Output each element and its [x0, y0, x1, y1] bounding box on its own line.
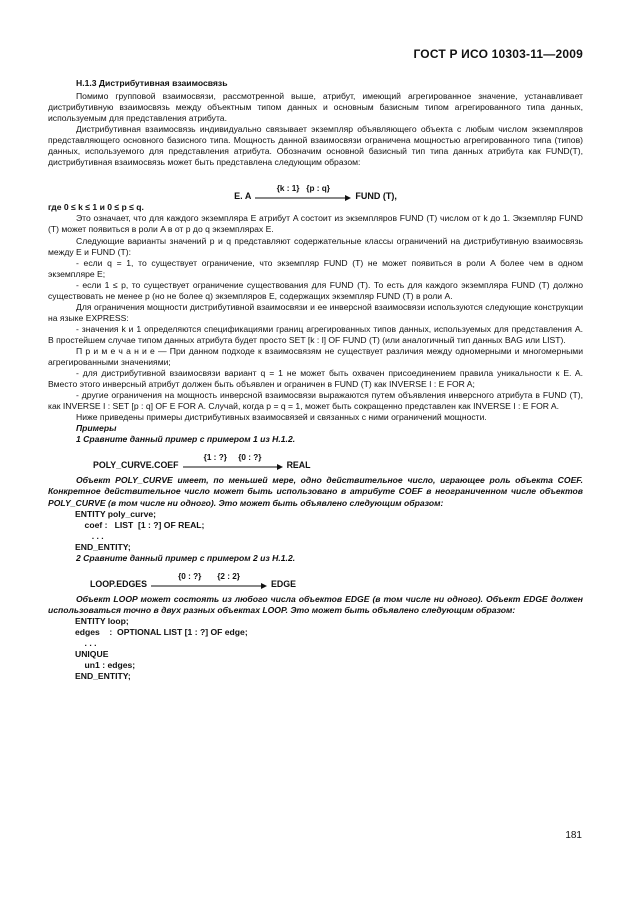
- example-2-right: EDGE: [271, 578, 296, 589]
- code-line: un1 : edges;: [75, 660, 136, 671]
- standard-header: ГОСТ Р ИСО 10303-11—2009: [413, 47, 583, 61]
- page-content: [48, 78, 583, 682]
- example-2-code: [48, 616, 583, 682]
- code-line: UNIQUE: [75, 649, 109, 660]
- code-line: . . .: [75, 530, 104, 541]
- paragraph-12: - другие ограничения на мощность инверсной взаимосвязи выражаются путем объявления инверсного атрибута в FUND (T), как INVERSE I : SET [p : q] OF E FOR A. Случай, когда p = q = 1, может быть сокращенно представлен как INVERSE I : E FOR A.: [48, 390, 583, 412]
- right-arrow-icon: [151, 582, 267, 590]
- paragraph-7: - если 1 ≤ p, то существует ограничение существования для FUND (T). То есть для каждого экземпляра FUND (T) должно существовать не менее p (но не более q) экземпляров E, содержащих экземпляр FUND (T) в роли A.: [48, 279, 583, 301]
- example-1-intro: 1 Сравните данный пример с примером 1 из Н.1.2.: [76, 434, 296, 445]
- example-1-text: Объект POLY_CURVE имеет, по меньшей мере, одно действительное число, играющее роль объекта COEF. Конкретное действительное число может быть использовано в атрибуте COEF в неограниченном числе объектов POLY_CURVE (в том числе ни одного). Это может быть объявлено следующим образом:: [48, 475, 583, 508]
- section-title: Н.1.3 Дистрибутивная взаимосвязь: [76, 78, 228, 88]
- paragraph-6: - если q = 1, то существует ограничение, что экземпляр FUND (T) не может появиться в роли A более чем в одном экземпляре E;: [48, 257, 583, 279]
- paragraph-13: Ниже приведены примеры дистрибутивных взаимосвязей и связанных с ними ограничений мощности.: [76, 412, 487, 423]
- code-line: edges : OPTIONAL LIST [1 : ?] OF edge;: [75, 626, 248, 637]
- example-2-text: Объект LOOP может состоять из любого числа объектов EDGE (в том числе ни одного). Объект EDGE должен использоваться точно в двух разных объектах LOOP. Это может быть объявлено следующим образом:: [48, 593, 583, 615]
- example-1-right: REAL: [286, 460, 311, 471]
- paragraph-1: Помимо групповой взаимосвязи, рассмотренной выше, атрибут, имеющий агрегированное значение, устанавливает дистрибутивную взаимосвязь между объектным типом данных и основным базисным типом агрегированного типа данных, используемым для представления атрибута.: [48, 91, 583, 124]
- example-2-diagram: [48, 564, 583, 590]
- paragraph-3: где 0 ≤ k ≤ 1 и 0 ≤ p ≤ q.: [48, 202, 144, 213]
- example-2-arrow: [151, 571, 267, 590]
- paragraph-11: - для дистрибутивной взаимосвязи вариант q = 1 не может быть охвачен присоединением правила уникальности к E. A. Вместо этого инверсный атрибут должен быть объявлен и ограничен в FUND (T) как INVERSE I : E FOR A;: [48, 368, 583, 390]
- example-1-diagram: [48, 445, 583, 471]
- code-line: ENTITY loop;: [75, 615, 129, 626]
- paragraph-9: - значения k и 1 определяются спецификациями границ агрегированных типов данных, используемых для представления A. В простейшем случае типом данных атрибута будет просто SET [k : l] OF FUND (T) (или аналогичный тип данных BAG или LIST).: [48, 323, 583, 345]
- formula-arrow: [255, 183, 351, 202]
- paragraph-2: Дистрибутивная взаимосвязь индивидуально связывает экземпляр объявляющего объекта с любым числом экземпляров представляющего основного базисного типа. Мощность данной взаимосвязи ограничена мощностью агрегированного типа (типов) данных, используемого для представления атрибута. Обозначим основной базисный тип типа данных атрибута как FUND(T), дистрибутивная взаимосвязь может быть представлена следующим образом:: [48, 124, 583, 168]
- example-2-intro: 2 Сравните данный пример с примером 2 из Н.1.2.: [76, 552, 296, 563]
- example-1-arrow: [183, 452, 283, 471]
- example-2-left: LOOP.EDGES: [90, 578, 148, 589]
- right-arrow-icon: [183, 463, 283, 471]
- example-1-left: POLY_CURVE.COEF: [93, 460, 179, 471]
- example-2-cardinality: {0 : ?} {2 : 2}: [178, 571, 240, 581]
- code-line: END_ENTITY;: [75, 671, 131, 682]
- paragraph-8: Для ограничения мощности дистрибутивной взаимосвязи и ее инверсной взаимосвязи используются следующие конструкции на языке EXPRESS:: [48, 301, 583, 323]
- code-line: END_ENTITY;: [75, 541, 131, 552]
- right-arrow-icon: [255, 194, 351, 202]
- example-1-cardinality: {1 : ?} {0 : ?}: [203, 453, 262, 463]
- formula: [48, 168, 583, 202]
- examples-title: Примеры: [76, 423, 117, 434]
- note-paragraph: П р и м е ч а н и е — При данном подходе к взаимосвязям не существует различия между одномерными и многомерными агрегированными значениями;: [48, 345, 583, 368]
- code-line: . . .: [75, 637, 97, 648]
- page-number: 181: [565, 830, 582, 841]
- formula-left: E. A: [234, 191, 252, 202]
- paragraph-5: Следующие варианты значений p и q представляют содержательные классы ограничений на дистрибутивную взаимосвязь между E и FUND (T):: [48, 235, 583, 257]
- formula-right: FUND (T),: [355, 191, 397, 202]
- code-line: ENTITY poly_curve;: [75, 508, 157, 519]
- code-line: coef : LIST [1 : ?] OF REAL;: [75, 519, 205, 530]
- example-1-code: [48, 509, 583, 553]
- paragraph-4: Это означает, что для каждого экземпляра E атрибут A состоит из экземпляров FUND (T) числом от k до 1. Экземпляр FUND (T) может появиться в роли A в от p до q экземплярах E.: [48, 213, 583, 235]
- formula-cardinality: {k : 1} {p : q}: [276, 184, 330, 194]
